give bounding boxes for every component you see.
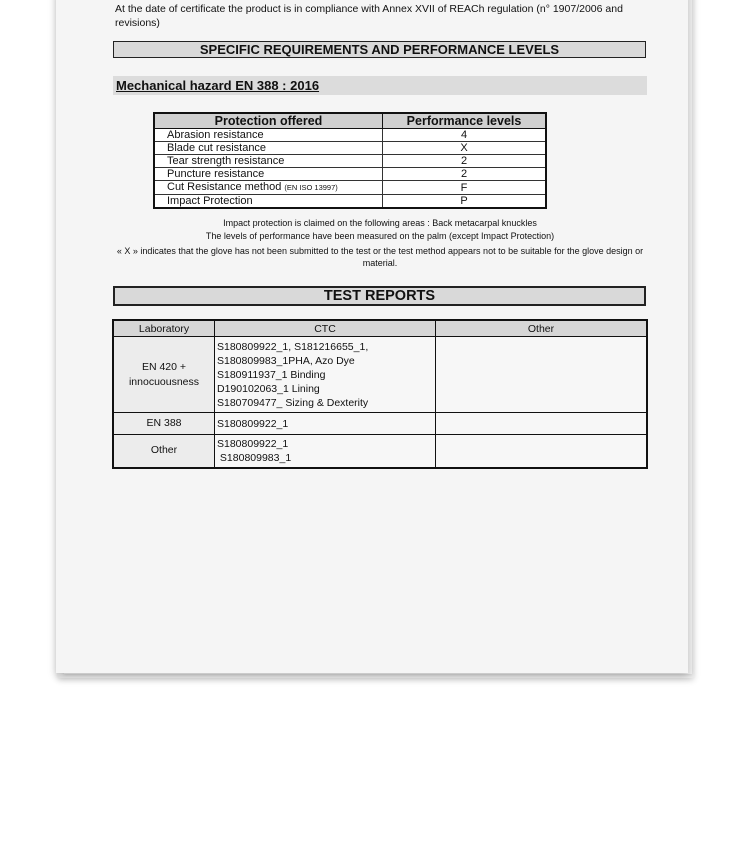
report-id: S180809983_1 <box>217 451 292 464</box>
report-id: S180809983_1PHA, Azo Dye <box>217 354 355 367</box>
report-id: S180709477_ Sizing & Dexterity <box>217 396 369 409</box>
table-row <box>154 168 546 181</box>
laboratory-header: Laboratory <box>113 320 215 337</box>
protection-label <box>154 168 383 181</box>
table-row <box>154 129 546 142</box>
report-id: S180809922_1, S181216655_1, <box>217 340 369 353</box>
x-indicator-note: « X » indicates that the glove has not been submitted to the test or the test method appears not to be suitable for the glove design or material. <box>116 246 644 268</box>
performance-level: X <box>383 142 547 155</box>
other-cell <box>436 413 648 435</box>
performance-level: F <box>383 181 547 195</box>
protection-label-text: Abrasion resistance <box>167 129 264 141</box>
protection-label <box>154 195 383 209</box>
protection-label <box>154 129 383 142</box>
report-id: S180809922_1 <box>217 437 289 450</box>
protection-label-note: (EN ISO 13997) <box>284 183 338 192</box>
ctc-cell <box>215 337 436 413</box>
impact-area-note: Impact protection is claimed on the following areas : Back metacarpal knuckles <box>223 218 537 228</box>
protection-label <box>154 181 383 195</box>
test-header-row <box>113 320 647 337</box>
palm-measurement-note: The levels of performance have been measured on the palm (except Impact Protection) <box>205 231 555 241</box>
other-header: Other <box>436 320 648 337</box>
table-row <box>154 155 546 168</box>
ctc-cell <box>215 435 436 468</box>
laboratory-cell: EN 388 <box>113 413 215 435</box>
laboratory-cell: Other <box>113 435 215 468</box>
test-reports-heading: TEST REPORTS <box>113 286 646 306</box>
table-row <box>113 413 647 435</box>
table-row <box>154 142 546 155</box>
mechanical-hazard-title: Mechanical hazard EN 388 : 2016 <box>116 78 320 93</box>
performance-level: 2 <box>383 155 547 168</box>
other-cell <box>436 435 648 468</box>
protection-label-text: Blade cut resistance <box>167 142 267 154</box>
protection-label-text: Cut Resistance method <box>167 181 282 193</box>
report-id: S180911937_1 Binding <box>217 368 326 381</box>
table-row <box>113 435 647 468</box>
ctc-header: CTC <box>215 320 436 337</box>
protection-label <box>154 155 383 168</box>
other-cell <box>436 337 648 413</box>
performance-level: 4 <box>383 129 547 142</box>
performance-level: P <box>383 195 547 209</box>
table-row <box>113 337 647 413</box>
protection-label-text: Tear strength resistance <box>167 155 285 167</box>
protection-label-text: Impact Protection <box>167 195 253 207</box>
ctc-cell <box>215 413 436 435</box>
table-row <box>154 195 546 209</box>
table-row <box>154 181 546 195</box>
protection-offered-header: Protection offered <box>154 113 383 129</box>
report-id: D190102063_1 Lining <box>217 382 320 395</box>
performance-level: 2 <box>383 168 547 181</box>
reach-compliance-text: At the date of certificate the product is in compliance with Annex XVII of REACh regulation (n° 1907/2006 and revisions) <box>115 3 623 29</box>
laboratory-cell: EN 420 + innocuousness <box>113 337 215 413</box>
specific-requirements-heading: SPECIFIC REQUIREMENTS AND PERFORMANCE LEVELS <box>113 41 646 58</box>
performance-table <box>153 112 547 209</box>
protection-label <box>154 142 383 155</box>
test-reports-table <box>112 319 648 469</box>
performance-header-row <box>154 113 546 129</box>
report-id: S180809922_1 <box>217 417 289 430</box>
performance-levels-header: Performance levels <box>383 113 547 129</box>
protection-label-text: Puncture resistance <box>167 168 265 180</box>
